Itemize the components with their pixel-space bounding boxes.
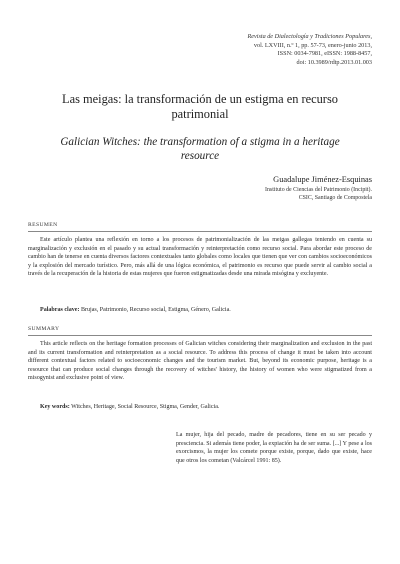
author-location: CSIC, Santiago de Compostela: [298, 195, 372, 202]
epigraph-quote: La mujer, hija del pecado, madre de pecadores, tiene en su ser pecado y presciencia. Si además tiene poder, la expiación ha de ser suma. [...] Y pese a los exorcismos, la mujer los comete porque existe, porque, dado que existe, hace que otros los cometan (Valcárcel 1991: 85).: [176, 432, 372, 464]
resumen-keywords-label: Palabras clave:: [40, 307, 80, 313]
summary-keywords-list: Witches, Heritage, Social Resource, Stigma, Gender, Galicia.: [71, 404, 220, 410]
author-name: Guadalupe Jiménez-Esquinas: [273, 175, 372, 184]
author-affiliation: [122, 186, 372, 203]
resumen-keywords-list: Brujas, Patrimonio, Recurso social, Estigma, Género, Galicia.: [80, 307, 231, 313]
journal-volume: vol. LXVIII, n.º 1, pp. 57-73, enero-junio 2013,: [253, 41, 372, 49]
journal-info: [142, 33, 372, 67]
resumen-divider: [28, 231, 372, 232]
article-title-english: Galician Witches: the transformation of a stigma in a heritage resource: [60, 136, 340, 163]
summary-text: This article reflects on the heritage formation processes of Galician witches considering their marginalization and exclusion in the past and its current transformation and reinterpretation as a social resource. To address this process of change it must be taken into account different contextual factors related to socioeconomic changes and the tourism market. But, beyond its economic purpose, heritage is a resource that can produce social changes through the recovery of witches' history, the history of women who were stigmatized from a misogynist and exclusive point of view.: [28, 341, 372, 382]
summary-keywords-label: Key words:: [40, 404, 70, 410]
summary-label: SUMMARY: [28, 326, 60, 332]
summary-keywords: [40, 403, 372, 412]
journal-doi: doi: 10.3989/rdtp.2013.01.003: [296, 58, 372, 66]
author-institute: Instituto de Ciencias del Patrimonio (Incipit).: [265, 187, 372, 193]
article-title-spanish: Las meigas: la transformación de un estigma en recurso patrimonial: [62, 92, 338, 122]
resumen-keywords: [40, 306, 372, 315]
summary-divider: [28, 335, 372, 336]
resumen-text: Este artículo plantea una reflexión en torno a los procesos de patrimonialización de las meigas gallegas teniendo en cuenta su marginalización y exclusión en el pasado y su actual transformación y reinterpretación como recurso social. Para abordar este proceso de cambio han de tenerse en cuenta diversos factores contextuales tanto globales como locales que tienen que ver con cambios socioeconómicos y la explosión del mercado turístico. Pero, más allá de una lógica económica, el patrimonio es recurso que puede servir al cambio social a través de la recuperación de la historia de estas mujeres que fueron estigmatizadas desde una mirada misógina y excluyente.: [28, 237, 372, 278]
journal-name: Revista de Dialectología y Tradiciones Populares,: [247, 33, 372, 40]
resumen-label: RESUMEN: [28, 222, 58, 228]
journal-issn: ISSN: 0034-7981, eISSN: 1988-8457,: [277, 50, 372, 58]
